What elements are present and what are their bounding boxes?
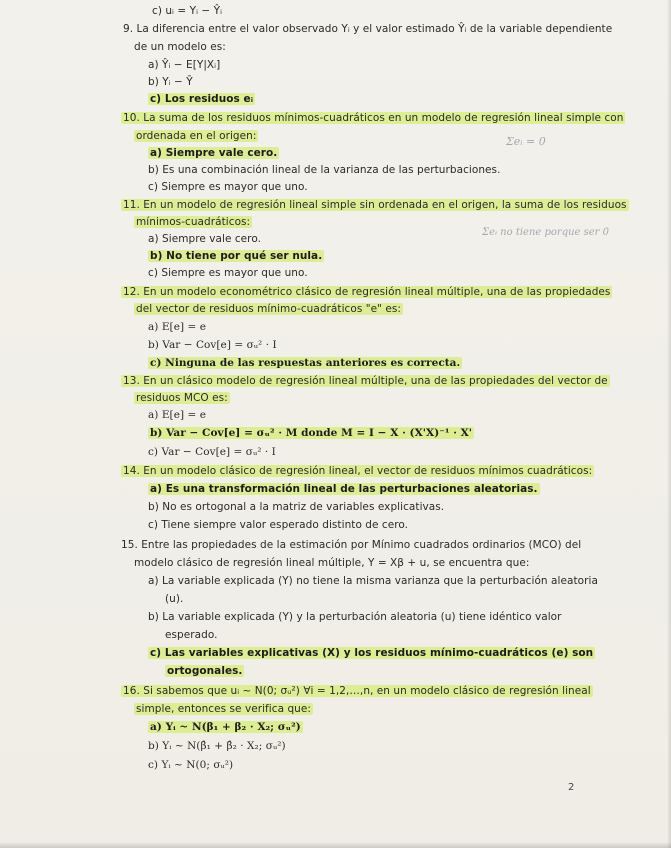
line-text: a) Yᵢ ~ N(β₁ + β₂ · X₂; σᵤ²) xyxy=(150,721,301,733)
line-text: b) No tiene por qué ser nula. xyxy=(150,250,323,262)
q14-option-b xyxy=(148,500,444,514)
line-text: de un modelo es: xyxy=(134,41,226,53)
line-text: 14. En un modelo clásico de regresión lineal, el vector de residuos mínimos cuadráticos: xyxy=(123,465,593,477)
q15-option-a xyxy=(148,574,598,588)
q15-option-c-cont xyxy=(165,664,244,678)
q12-option-a xyxy=(148,320,206,334)
line-text: ordenada en el origen: xyxy=(136,130,257,142)
line-text: 13. En un clásico modelo de regresión lineal múltiple, una de las propiedades del vector de xyxy=(123,375,608,387)
q11-option-b xyxy=(148,249,324,263)
q15-stem-cont xyxy=(134,556,529,570)
q16-option-c xyxy=(148,758,233,772)
q14-option-a xyxy=(148,482,540,496)
line-text: 9. La diferencia entre el valor observado Yᵢ y el valor estimado Ŷᵢ de la variable dependiente xyxy=(123,23,613,35)
line-text: a) La variable explicada (Y) no tiene la misma varianza que la perturbación aleatoria xyxy=(148,575,598,587)
q14-option-c xyxy=(148,518,408,532)
line-text: 16. Si sabemos que uᵢ ~ N(0; σᵤ²) ∀i = 1,2,…,n, en un modelo clásico de regresión lineal xyxy=(123,685,591,697)
q10-option-b xyxy=(148,163,500,177)
scan-edge-shadow-right xyxy=(667,0,671,848)
line-text: del vector de residuos mínimo-cuadráticos "e" es: xyxy=(136,303,402,315)
line-text: c) Tiene siempre valor esperado distinto de cero. xyxy=(148,519,409,531)
line-text: a) Es una transformación lineal de las perturbaciones aleatorias. xyxy=(150,483,538,495)
q16-option-a xyxy=(148,720,303,734)
line-text: c) uᵢ = Yᵢ − Ŷᵢ xyxy=(152,5,223,17)
q12-stem xyxy=(121,285,612,299)
line-text: c) Yᵢ ~ N(0; σᵤ²) xyxy=(148,759,234,771)
q14-stem xyxy=(121,464,594,478)
q15-option-b xyxy=(148,610,562,624)
line-text: b) Es una combinación lineal de la varianza de las perturbaciones. xyxy=(148,164,501,176)
q9-stem-cont xyxy=(134,40,226,54)
scan-edge-shadow xyxy=(0,842,671,848)
line-text: 12. En un modelo econométrico clásico de regresión lineal múltiple, una de las propiedades xyxy=(123,286,611,298)
page-number: 2 xyxy=(568,782,575,793)
q13-option-a xyxy=(148,408,206,422)
q10-stem xyxy=(121,111,625,125)
q10-option-a xyxy=(148,146,279,160)
line-text: c) Var − Cov[e] = σᵤ² · I xyxy=(148,446,276,458)
q16-option-b xyxy=(148,739,286,753)
line-text: ortogonales. xyxy=(167,665,243,677)
q12-option-c xyxy=(148,356,462,370)
line-text: c) Siempre es mayor que uno. xyxy=(148,267,308,279)
line-text: a) Ŷᵢ − E[Y|Xᵢ] xyxy=(148,59,221,71)
q16-stem xyxy=(121,684,593,698)
line-text: b) Var − Cov[e] = σᵤ² · I xyxy=(148,339,277,351)
line-text: b) Var − Cov[e] = σᵤ² · M donde M = I − X · (X'X)⁻¹ · X' xyxy=(150,427,473,439)
q10-stem-cont xyxy=(134,129,258,143)
line-text: residuos MCO es: xyxy=(136,392,228,404)
handwritten-note-q10: Σeᵢ = 0 xyxy=(506,135,546,148)
q11-stem-cont xyxy=(134,215,252,229)
q11-option-c xyxy=(148,266,308,280)
line-text: c) Las variables explicativas (X) y los residuos mínimo-cuadráticos (e) son xyxy=(150,647,594,659)
line-text: 10. La suma de los residuos mínimos-cuadráticos en un modelo de regresión lineal simple con xyxy=(123,112,624,124)
q9-option-a xyxy=(148,58,220,72)
q12-stem-cont xyxy=(134,302,403,316)
q15-option-b-cont xyxy=(165,628,218,642)
line-text: b) Yᵢ ~ N(β̂₁ + β̂₂ · X₂; σᵤ²) xyxy=(148,740,286,752)
line-text: c) Los residuos eᵢ xyxy=(150,93,254,105)
line-text: (u). xyxy=(165,593,184,605)
q11-option-a xyxy=(148,232,261,246)
line-text: c) Ninguna de las respuestas anteriores es correcta. xyxy=(150,357,461,369)
line-text: b) Yᵢ − Ȳ xyxy=(148,76,193,88)
q13-option-b xyxy=(148,426,474,440)
handwritten-note-q11: Σeᵢ no tiene porque ser 0 xyxy=(482,227,610,238)
line-text: esperado. xyxy=(165,629,218,641)
q16-stem-cont xyxy=(134,702,313,716)
line-text: 15. Entre las propiedades de la estimación por Mínimo cuadrados ordinarios (MCO) del xyxy=(121,539,582,551)
line-text: a) Siempre vale cero. xyxy=(148,233,261,245)
q10-option-c xyxy=(148,180,308,194)
q9-stem xyxy=(123,22,612,36)
line-text: b) La variable explicada (Y) y la perturbación aleatoria (u) tiene idéntico valor xyxy=(148,611,562,623)
line-text: 11. En un modelo de regresión lineal simple sin ordenada en el origen, la suma de los residuos xyxy=(123,199,627,211)
q9-option-b xyxy=(148,75,193,89)
q8-option-c xyxy=(152,4,222,18)
line-text: b) No es ortogonal a la matriz de variables explicativas. xyxy=(148,501,445,513)
q13-stem xyxy=(121,374,610,388)
line-text: modelo clásico de regresión lineal múltiple, Y = Xβ + u, se encuentra que: xyxy=(134,557,530,569)
q9-option-c xyxy=(148,92,255,106)
q15-stem xyxy=(121,538,581,552)
line-text: a) E[e] = e xyxy=(148,321,207,333)
line-text: a) E[e] = e xyxy=(148,409,207,421)
line-text: c) Siempre es mayor que uno. xyxy=(148,181,308,193)
q12-option-b xyxy=(148,338,277,352)
line-text: simple, entonces se verifica que: xyxy=(136,703,311,715)
line-text: a) Siempre vale cero. xyxy=(150,147,278,159)
q13-option-c xyxy=(148,445,276,459)
q15-option-a-cont xyxy=(165,592,183,606)
q13-stem-cont xyxy=(134,391,230,405)
line-text: mínimos-cuadráticos: xyxy=(136,216,251,228)
q15-option-c xyxy=(148,646,595,660)
q11-stem xyxy=(121,198,629,212)
